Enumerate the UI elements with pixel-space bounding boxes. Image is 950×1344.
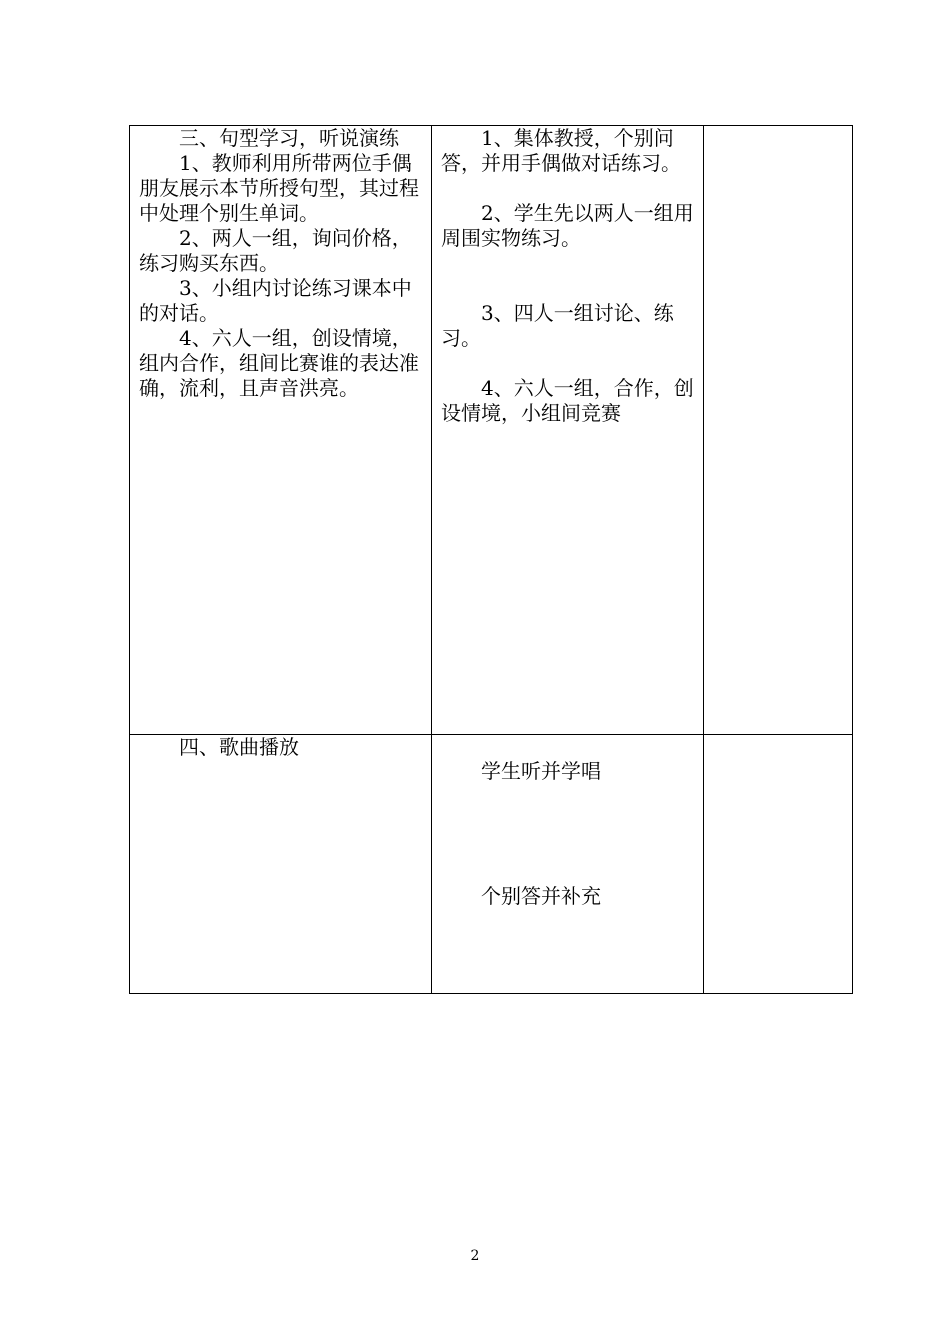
page-number: 2 bbox=[470, 1248, 480, 1264]
student-step: 个别答并补充 bbox=[481, 884, 601, 908]
table-row bbox=[130, 126, 853, 735]
teacher-step: 3、小组内讨论练习课本中的对话。 bbox=[139, 276, 412, 325]
notes-cell bbox=[704, 735, 853, 994]
teacher-step: 4、六人一组，创设情境，组内合作，组间比赛谁的表达准确，流利，且声音洪亮。 bbox=[139, 326, 419, 400]
teacher-activity-cell bbox=[130, 735, 432, 994]
student-step: 2、学生先以两人一组用周围实物练习。 bbox=[441, 201, 694, 250]
lesson-plan-table bbox=[129, 125, 853, 994]
teacher-activity-cell bbox=[130, 126, 432, 735]
student-step: 4、六人一组，合作，创设情境，小组间竞赛 bbox=[441, 376, 694, 425]
student-step: 1、集体教授，个别问答，并用手偶做对话练习。 bbox=[441, 126, 681, 175]
section-heading: 四、歌曲播放 bbox=[179, 735, 299, 759]
section-heading: 三、句型学习，听说演练 bbox=[179, 126, 399, 150]
student-step: 3、四人一组讨论、练习。 bbox=[441, 301, 674, 350]
teacher-step: 1、教师利用所带两位手偶朋友展示本节所授句型，其过程中处理个别生单词。 bbox=[139, 151, 419, 225]
table-row bbox=[130, 735, 853, 994]
student-activity-cell bbox=[432, 126, 704, 735]
student-step: 学生听并学唱 bbox=[481, 759, 601, 783]
notes-cell bbox=[704, 126, 853, 735]
student-activity-cell bbox=[432, 735, 704, 994]
teacher-step: 2、两人一组，询问价格，练习购买东西。 bbox=[139, 226, 412, 275]
